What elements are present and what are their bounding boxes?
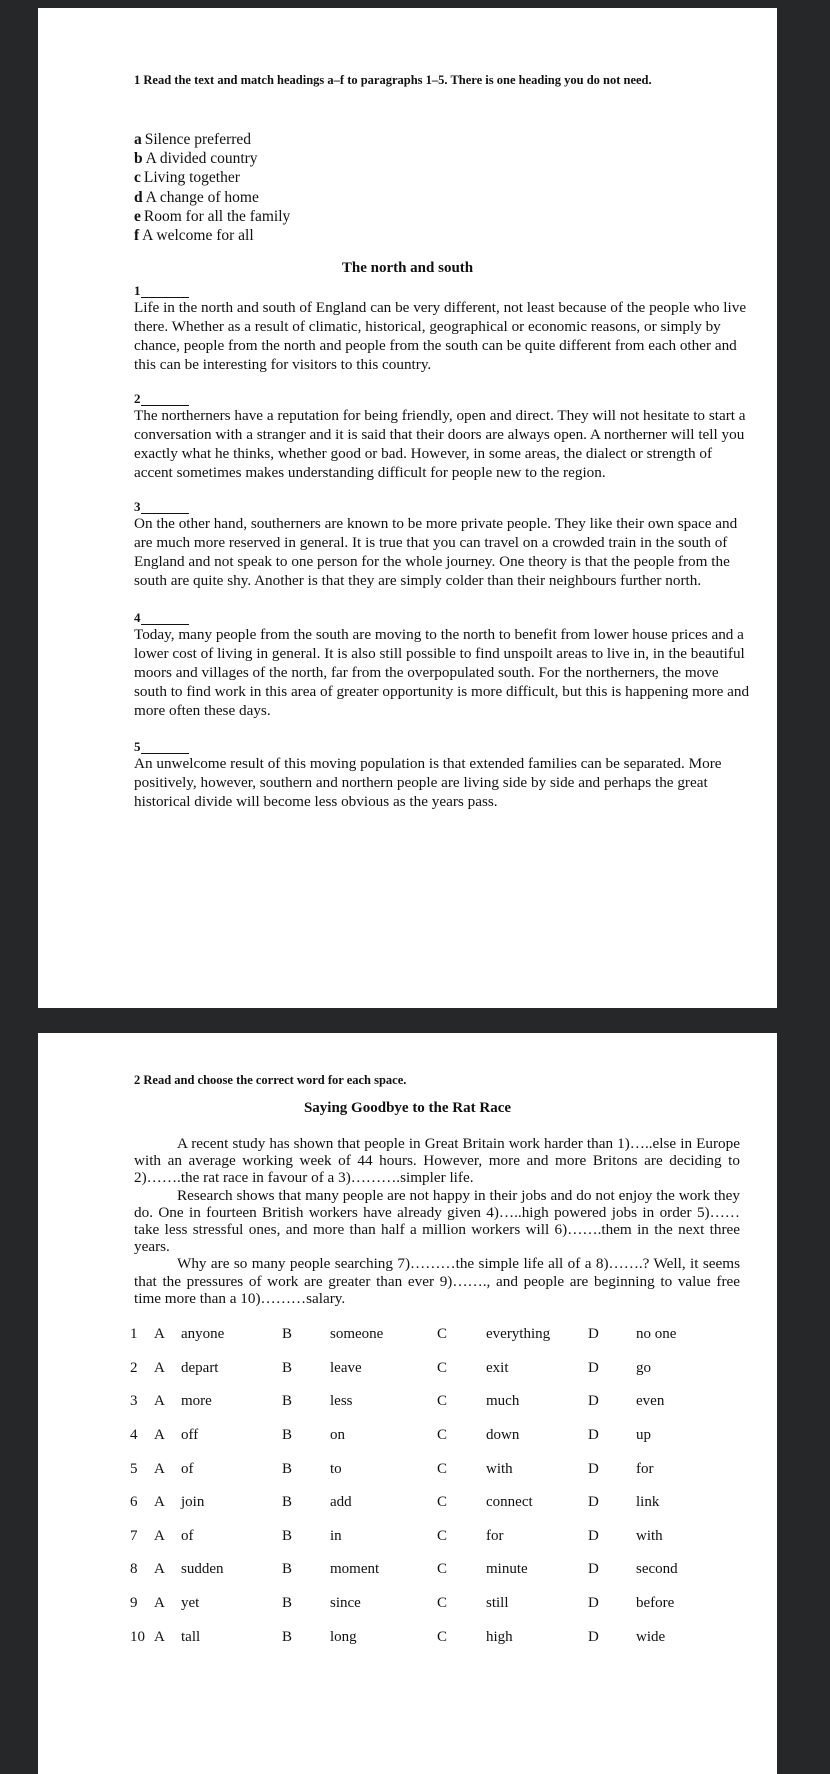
question-number: 4 — [130, 1427, 138, 1444]
option-letter-c: C — [437, 1595, 448, 1612]
option-b: leave — [330, 1359, 362, 1376]
option-d: for — [636, 1460, 654, 1477]
option-letter-c: C — [437, 1326, 448, 1343]
paragraph-5: An unwelcome result of this moving population is that extended families can be separated. More positively, however, southern and northern people are living side by side and perhaps the great historical divide will become less obvious as the years pass. — [134, 755, 722, 810]
option-a: off — [181, 1427, 199, 1444]
option-letter-b: B — [282, 1359, 293, 1376]
option-letter-c: C — [437, 1427, 448, 1444]
option-c: minute — [486, 1561, 528, 1578]
option-letter-b: B — [282, 1527, 293, 1544]
question-number: 3 — [130, 1393, 138, 1410]
heading-item: b A divided country — [134, 150, 258, 168]
question-number: 9 — [130, 1595, 138, 1612]
paragraph-3-number: 3 — [134, 500, 189, 514]
option-b: since — [330, 1595, 361, 1612]
option-d: go — [636, 1359, 651, 1376]
option-letter-a: A — [154, 1460, 165, 1477]
worksheet-page-1 — [38, 8, 777, 1008]
options-row — [130, 1486, 726, 1520]
story-paragraph: Research shows that many people are not happy in their jobs and do not enjoy the work they do. One in fourteen British workers have already given 4)…..high powered jobs in order 5)……take less stressful ones, and more than half a million workers will 6)…….them in the next three years. — [134, 1186, 740, 1256]
option-letter-a: A — [154, 1494, 165, 1511]
worksheet-page-2 — [38, 1033, 777, 1774]
option-c: still — [486, 1595, 509, 1612]
option-letter-a: A — [154, 1628, 165, 1645]
option-letter-b: B — [282, 1561, 293, 1578]
option-letter-b: B — [282, 1628, 293, 1645]
option-letter-d: D — [588, 1595, 599, 1612]
option-letter-b: B — [282, 1494, 293, 1511]
option-b: less — [330, 1393, 353, 1410]
heading-item: c Living together — [134, 169, 240, 187]
option-letter-a: A — [154, 1359, 165, 1376]
paragraph-5-number: 5 — [134, 740, 189, 754]
option-c: for — [486, 1527, 504, 1544]
options-row — [130, 1452, 726, 1486]
option-letter-a: A — [154, 1427, 165, 1444]
option-b: moment — [330, 1561, 380, 1578]
options-row — [130, 1419, 726, 1453]
question-number: 6 — [130, 1494, 138, 1511]
option-letter-a: A — [154, 1595, 165, 1612]
option-d: second — [636, 1561, 678, 1578]
option-letter-c: C — [437, 1527, 448, 1544]
option-a: yet — [181, 1595, 200, 1612]
paragraph-3: On the other hand, southerners are known to be more private people. They like their own space and are much more reserved in general. It is true that you can travel on a crowded train in the south of England and not speak to one person for the whole journey. One theory is that the people from the south are quite shy. Another is that they are simply colder than their neighbours further north. — [134, 515, 738, 589]
option-letter-d: D — [588, 1326, 599, 1343]
exercise-2-instruction: 2 Read and choose the correct word for each space. — [134, 1073, 407, 1087]
paragraph-4-number: 4 — [134, 611, 189, 625]
option-letter-b: B — [282, 1460, 293, 1477]
option-letter-d: D — [588, 1561, 599, 1578]
options-row — [130, 1385, 726, 1419]
option-letter-a: A — [154, 1393, 165, 1410]
question-number: 10 — [130, 1628, 145, 1645]
option-b: on — [330, 1427, 345, 1444]
option-c: much — [486, 1393, 520, 1410]
options-row — [130, 1620, 726, 1654]
option-letter-d: D — [588, 1628, 599, 1645]
option-c: with — [486, 1460, 513, 1477]
option-d: before — [636, 1595, 675, 1612]
option-c: high — [486, 1628, 513, 1645]
option-letter-c: C — [437, 1359, 448, 1376]
option-letter-c: C — [437, 1561, 448, 1578]
options-row — [130, 1318, 726, 1352]
option-a: of — [181, 1527, 194, 1544]
option-letter-b: B — [282, 1427, 293, 1444]
options-row — [130, 1553, 726, 1587]
heading-item: e Room for all the family — [134, 207, 291, 225]
option-letter-a: A — [154, 1326, 165, 1343]
option-letter-b: B — [282, 1326, 293, 1343]
option-d: even — [636, 1393, 665, 1410]
question-number: 8 — [130, 1561, 138, 1578]
exercise-1-instruction: 1 Read the text and match headings a–f to paragraphs 1–5. There is one heading you do not need. — [134, 73, 652, 87]
story-paragraph: A recent study has shown that people in Great Britain work harder than 1)…..else in Europe with an average working week of 44 hours. However, more and more Britons are deciding to 2)…….the rat race in favour of a 3)……….simpler life. — [134, 1135, 740, 1187]
question-number: 2 — [130, 1359, 138, 1376]
option-a: more — [181, 1393, 212, 1410]
question-number: 7 — [130, 1527, 138, 1544]
heading-item: d A change of home — [134, 188, 259, 206]
option-letter-d: D — [588, 1527, 599, 1544]
option-letter-d: D — [588, 1393, 599, 1410]
option-letter-b: B — [282, 1595, 293, 1612]
paragraph-2-number: 2 — [134, 392, 189, 406]
question-number: 1 — [130, 1326, 138, 1343]
option-letter-c: C — [437, 1628, 448, 1645]
option-letter-b: B — [282, 1393, 293, 1410]
story-paragraph: Why are so many people searching 7)………the simple life all of a 8)…….? Well, it seems that the pressures of work are greater than ever 9)……., and people are beginning to value free time more than a 10)………salary. — [134, 1255, 740, 1307]
option-letter-d: D — [588, 1460, 599, 1477]
paragraph-4: Today, many people from the south are moving to the north to benefit from lower house prices and a lower cost of living in general. It is also still possible to find unspoilt areas to live in, in the beautiful moors and villages of the north, far from the overpopulated south. For the northerners, the move south to find work in this area of greater opportunity is more difficult, but this is happening more and more often these days. — [134, 626, 750, 719]
option-a: tall — [181, 1628, 201, 1645]
option-b: someone — [330, 1326, 384, 1343]
story-text — [134, 1135, 740, 1307]
text-title: The north and south — [341, 260, 474, 276]
option-letter-d: D — [588, 1427, 599, 1444]
paragraph-1-number: 1 — [134, 284, 189, 298]
option-b: to — [330, 1460, 342, 1477]
option-b: add — [330, 1494, 352, 1511]
heading-item: f A welcome for all — [134, 227, 254, 245]
options-row — [130, 1352, 726, 1386]
headings-list — [134, 130, 290, 245]
paragraph-2: The northerners have a reputation for being friendly, open and direct. They will not hesitate to start a conversation with a stranger and it is said that their doors are always open. A northerner will tell you exactly what he thinks, whether good or bad. However, in some areas, the dialect or strength of accent sometimes makes understanding difficult for people new to the region. — [134, 407, 746, 481]
option-letter-a: A — [154, 1561, 165, 1578]
question-number: 5 — [130, 1460, 138, 1477]
options-table — [130, 1318, 726, 1654]
option-a: depart — [181, 1359, 219, 1376]
option-letter-c: C — [437, 1460, 448, 1477]
option-b: in — [330, 1527, 342, 1544]
option-letter-d: D — [588, 1359, 599, 1376]
option-b: long — [330, 1628, 357, 1645]
option-a: sudden — [181, 1561, 224, 1578]
option-c: exit — [486, 1359, 509, 1376]
option-d: with — [636, 1527, 663, 1544]
option-letter-d: D — [588, 1494, 599, 1511]
option-c: everything — [486, 1326, 551, 1343]
option-d: link — [636, 1494, 660, 1511]
options-row — [130, 1520, 726, 1554]
option-letter-a: A — [154, 1527, 165, 1544]
option-c: connect — [486, 1494, 533, 1511]
option-a: join — [181, 1494, 205, 1511]
option-d: up — [636, 1427, 651, 1444]
option-d: no one — [636, 1326, 677, 1343]
option-letter-c: C — [437, 1393, 448, 1410]
story-title: Saying Goodbye to the Rat Race — [303, 1100, 512, 1116]
paragraph-1: Life in the north and south of England can be very different, not least because of the people who live there. Whether as a result of climatic, historical, geographical or economic reasons, or simply by chance, people from the north and people from the south can be quite different from each other and this can be interesting for visitors to this country. — [134, 299, 747, 373]
option-a: of — [181, 1460, 194, 1477]
heading-item: a Silence preferred — [134, 131, 252, 148]
option-d: wide — [636, 1628, 666, 1645]
option-c: down — [486, 1427, 520, 1444]
option-a: anyone — [181, 1326, 225, 1343]
option-letter-c: C — [437, 1494, 448, 1511]
options-row — [130, 1587, 726, 1621]
